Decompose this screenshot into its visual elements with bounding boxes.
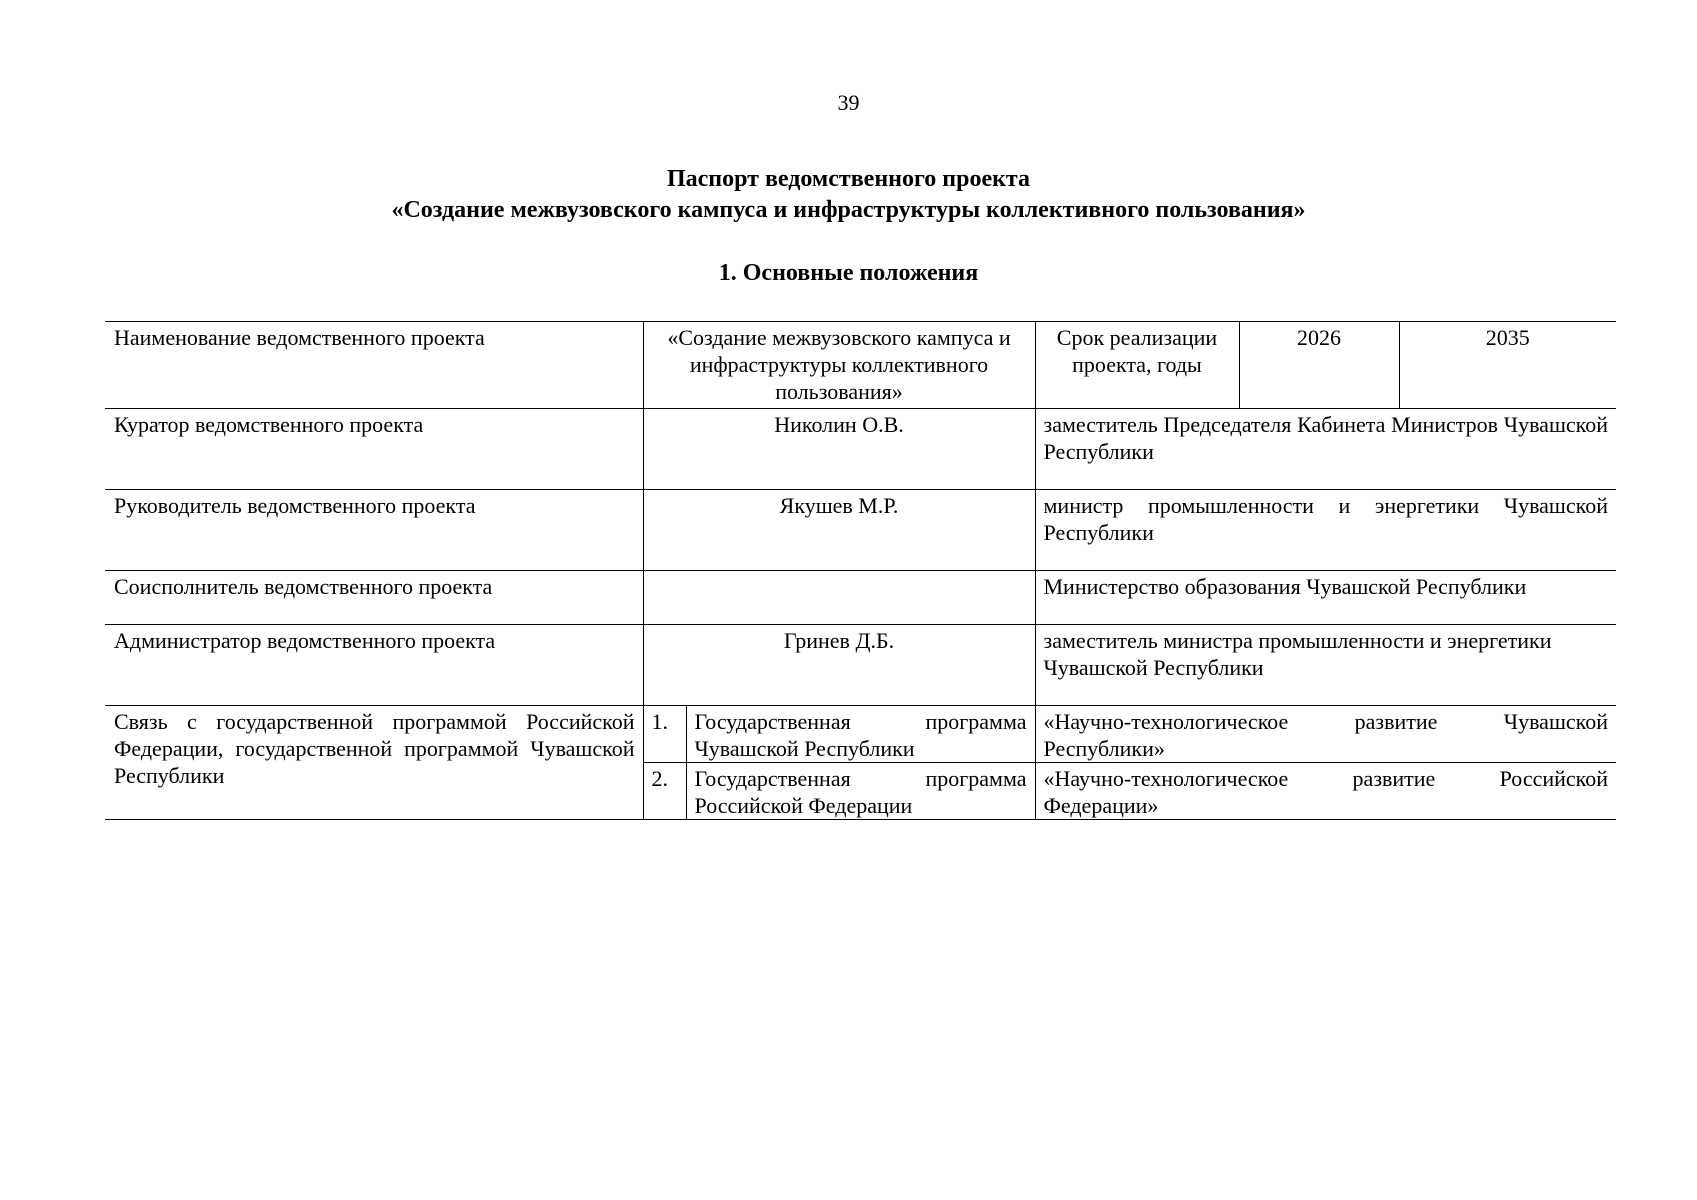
link-item-number: 1.	[643, 706, 686, 763]
table-row-project-name	[105, 322, 1616, 409]
project-name-label: Наименование ведомственного проекта	[105, 322, 643, 409]
title-line-1: Паспорт ведомственного проекта	[666, 166, 1031, 192]
table-row-curator	[105, 409, 1616, 490]
curator-label: Куратор ведомственного проекта	[105, 409, 643, 490]
admin-person: Гринев Д.Б.	[643, 625, 1035, 706]
link-label: Связь с государственной программой Российской Федерации, государственной программой Чувашской Республики	[105, 706, 643, 820]
admin-position: заместитель министра промышленности и энергетики Чувашской Республики	[1035, 625, 1616, 706]
table-row-link-1	[105, 706, 1616, 763]
project-name-value: «Создание межвузовского кампуса и инфраструктуры коллективного пользования»	[643, 322, 1035, 409]
end-year: 2035	[1399, 322, 1616, 409]
start-year: 2026	[1239, 322, 1399, 409]
curator-person: Николин О.В.	[643, 409, 1035, 490]
document-title	[0, 164, 1697, 226]
link-item-type: Государственная программа Чувашской Республики	[686, 706, 1035, 763]
admin-label: Администратор ведомственного проекта	[105, 625, 643, 706]
link-item-name: «Научно-технологическое развитие Чувашской Республики»	[1035, 706, 1616, 763]
term-label: Срок реализации проекта, годы	[1035, 322, 1239, 409]
head-label: Руководитель ведомственного проекта	[105, 490, 643, 571]
coexecutor-person	[643, 571, 1035, 625]
head-position: министр промышленности и энергетики Чувашской Республики	[1035, 490, 1616, 571]
project-passport-table	[105, 321, 1616, 820]
coexecutor-position: Министерство образования Чувашской Республики	[1035, 571, 1616, 625]
coexecutor-label: Соисполнитель ведомственного проекта	[105, 571, 643, 625]
table-row-admin	[105, 625, 1616, 706]
table-row-coexecutor	[105, 571, 1616, 625]
link-item-name: «Научно-технологическое развитие Российской Федерации»	[1035, 763, 1616, 820]
head-person: Якушев М.Р.	[643, 490, 1035, 571]
curator-position: заместитель Председателя Кабинета Министров Чувашской Республики	[1035, 409, 1616, 490]
page-number: 39	[837, 90, 860, 115]
link-item-number: 2.	[643, 763, 686, 820]
table-row-head	[105, 490, 1616, 571]
link-item-type: Государственная программа Российской Федерации	[686, 763, 1035, 820]
section-heading: 1. Основные положения	[718, 260, 979, 286]
title-line-2: «Создание межвузовского кампуса и инфраструктуры коллективного пользования»	[391, 197, 1306, 223]
